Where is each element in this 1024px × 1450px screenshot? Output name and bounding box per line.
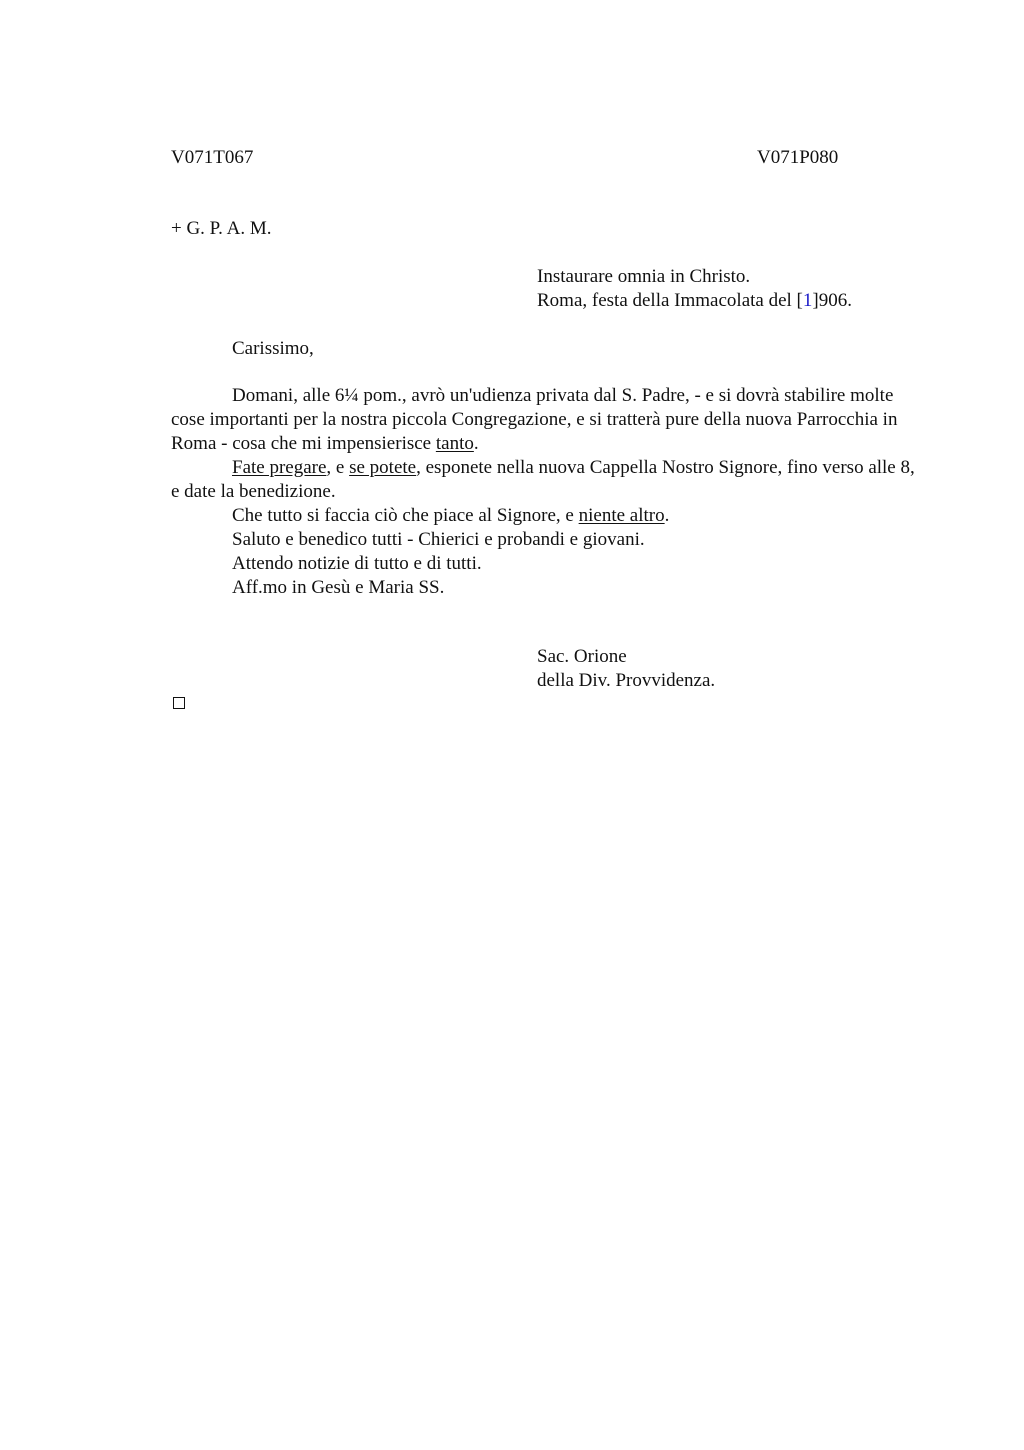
body-paragraph-3 xyxy=(171,504,923,528)
body-paragraph-1-end: . xyxy=(473,433,479,454)
place-date-suffix: ]906. xyxy=(812,290,852,311)
square-box-icon xyxy=(173,697,185,709)
body-paragraph-2-mid: , e xyxy=(326,457,350,478)
motto-line: Instaurare omnia in Christo. xyxy=(537,266,751,287)
body-paragraph-1 xyxy=(171,384,923,456)
document-code-right: V071P080 xyxy=(757,147,839,168)
body-paragraph-1-text: Domani, alle 6¼ pom., avrò un'udienza privata dal S. Padre, - e si dovrà stabilire molte cose importanti per la nostra piccola Congregazione, e si tratterà pure della nuova Parrocchia in Roma - cosa che mi impensierisce xyxy=(171,385,898,454)
invocation-header: + G. P. A. M. xyxy=(171,218,272,239)
signature-title: della Div. Provvidenza. xyxy=(537,670,716,691)
body-paragraph-4: Saluto e benedico tutti - Chierici e probandi e giovani. xyxy=(232,529,645,550)
underlined-niente-altro: niente altro xyxy=(578,505,665,526)
body-paragraph-2 xyxy=(171,456,923,504)
place-date-line xyxy=(537,289,852,313)
underlined-fate-pregare: Fate pregare xyxy=(232,457,327,478)
editorial-year-digit: 1 xyxy=(802,290,813,311)
signature-name: Sac. Orione xyxy=(537,646,627,667)
underlined-tanto: tanto xyxy=(435,433,474,454)
body-paragraph-2-rest: , esponete nella nuova Cappella Nostro Signore, fino verso alle 8, e date la benedizione. xyxy=(171,457,915,502)
document-code-left: V071T067 xyxy=(171,147,254,168)
body-paragraph-3-end: . xyxy=(664,505,670,526)
body-paragraph-5: Attendo notizie di tutto e di tutti. xyxy=(232,553,482,574)
body-paragraph-3-text: Che tutto si faccia ciò che piace al Signore, e xyxy=(232,505,579,526)
underlined-se-potete: se potete xyxy=(349,457,417,478)
place-date-prefix: Roma, festa della Immacolata del [ xyxy=(537,290,803,311)
body-paragraph-6: Aff.mo in Gesù e Maria SS. xyxy=(232,577,445,598)
letter-body xyxy=(171,384,923,600)
salutation: Carissimo, xyxy=(232,338,314,359)
